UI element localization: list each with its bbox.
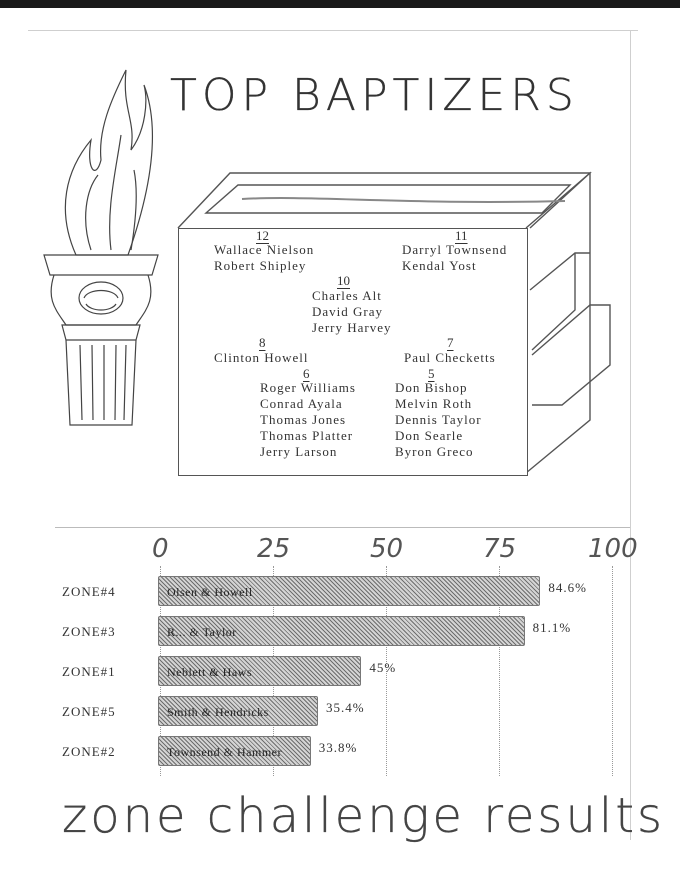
baptizer-name: Wallace Nielson	[214, 242, 315, 257]
baptizer-name: Byron Greco	[395, 444, 474, 459]
frame-right-line	[630, 30, 631, 840]
team-label: Neblett & Haws	[167, 665, 252, 679]
top-border	[0, 0, 680, 8]
frame-top-line	[28, 30, 638, 31]
baptizer-name: Conrad Ayala	[260, 396, 343, 411]
zone-bar	[158, 736, 311, 766]
baptizer-name: Roger Williams	[260, 380, 356, 395]
value-label: 84.6%	[548, 580, 587, 595]
x-tick-label: 100	[588, 534, 638, 564]
baptizer-name: Robert Shipley	[214, 258, 307, 273]
zone-bar	[158, 656, 361, 686]
value-label: 35.4%	[326, 700, 365, 715]
count-12: 12	[256, 228, 269, 243]
baptizer-name: Melvin Roth	[395, 396, 473, 411]
gridline	[612, 566, 613, 776]
baptizer-name: Jerry Harvey	[312, 320, 392, 335]
x-tick-label: 50	[370, 534, 404, 564]
baptizer-name: Thomas Jones	[260, 412, 347, 427]
chart-top-rule	[55, 527, 630, 528]
baptizer-name: Thomas Platter	[260, 428, 354, 443]
value-label: 81.1%	[532, 620, 572, 635]
baptizer-name: Don Searle	[395, 428, 464, 443]
team-label: Olsen & Howell	[167, 585, 253, 599]
page-title: TOP BAPTIZERS	[170, 70, 579, 121]
baptizer-name: Kendal Yost	[402, 258, 477, 273]
zone-label: ZONE#2	[62, 744, 116, 759]
zone-label: ZONE#3	[62, 624, 116, 639]
baptizer-name: Clinton Howell	[214, 350, 309, 365]
baptizer-name: Dennis Taylor	[395, 412, 482, 427]
baptizer-name: Jerry Larson	[260, 444, 338, 459]
count-7: 7	[447, 335, 454, 350]
zone-label: ZONE#1	[62, 664, 116, 679]
baptizer-name: Paul Checketts	[404, 350, 496, 365]
count-10: 10	[337, 273, 350, 288]
zone-label: ZONE#4	[62, 584, 116, 599]
count-8: 8	[259, 335, 266, 350]
value-label: 33.8%	[318, 740, 358, 755]
zone-label: ZONE#5	[62, 704, 116, 719]
footer-title: zone challenge results	[62, 788, 666, 844]
zone-bar	[158, 696, 318, 726]
team-label: Townsend & Hammer	[167, 745, 282, 759]
x-tick-label: 75	[483, 534, 517, 564]
baptizer-name: Darryl Townsend	[402, 242, 508, 257]
baptizer-name: Charles Alt	[312, 288, 382, 303]
torch-illustration	[36, 60, 166, 440]
x-tick-label: 25	[257, 534, 291, 564]
team-label: Smith & Hendricks	[167, 705, 269, 719]
x-tick-label: 0	[152, 534, 169, 564]
value-label: 45%	[369, 660, 397, 675]
count-6: 6	[303, 366, 310, 381]
count-5: 5	[428, 366, 435, 381]
zone-bar	[158, 616, 525, 646]
count-11: 11	[455, 228, 468, 243]
team-label: R... & Taylor	[167, 625, 237, 639]
baptizer-name: David Gray	[312, 304, 384, 319]
baptizer-name: Don Bishop	[395, 380, 468, 395]
zone-bar	[158, 576, 540, 606]
